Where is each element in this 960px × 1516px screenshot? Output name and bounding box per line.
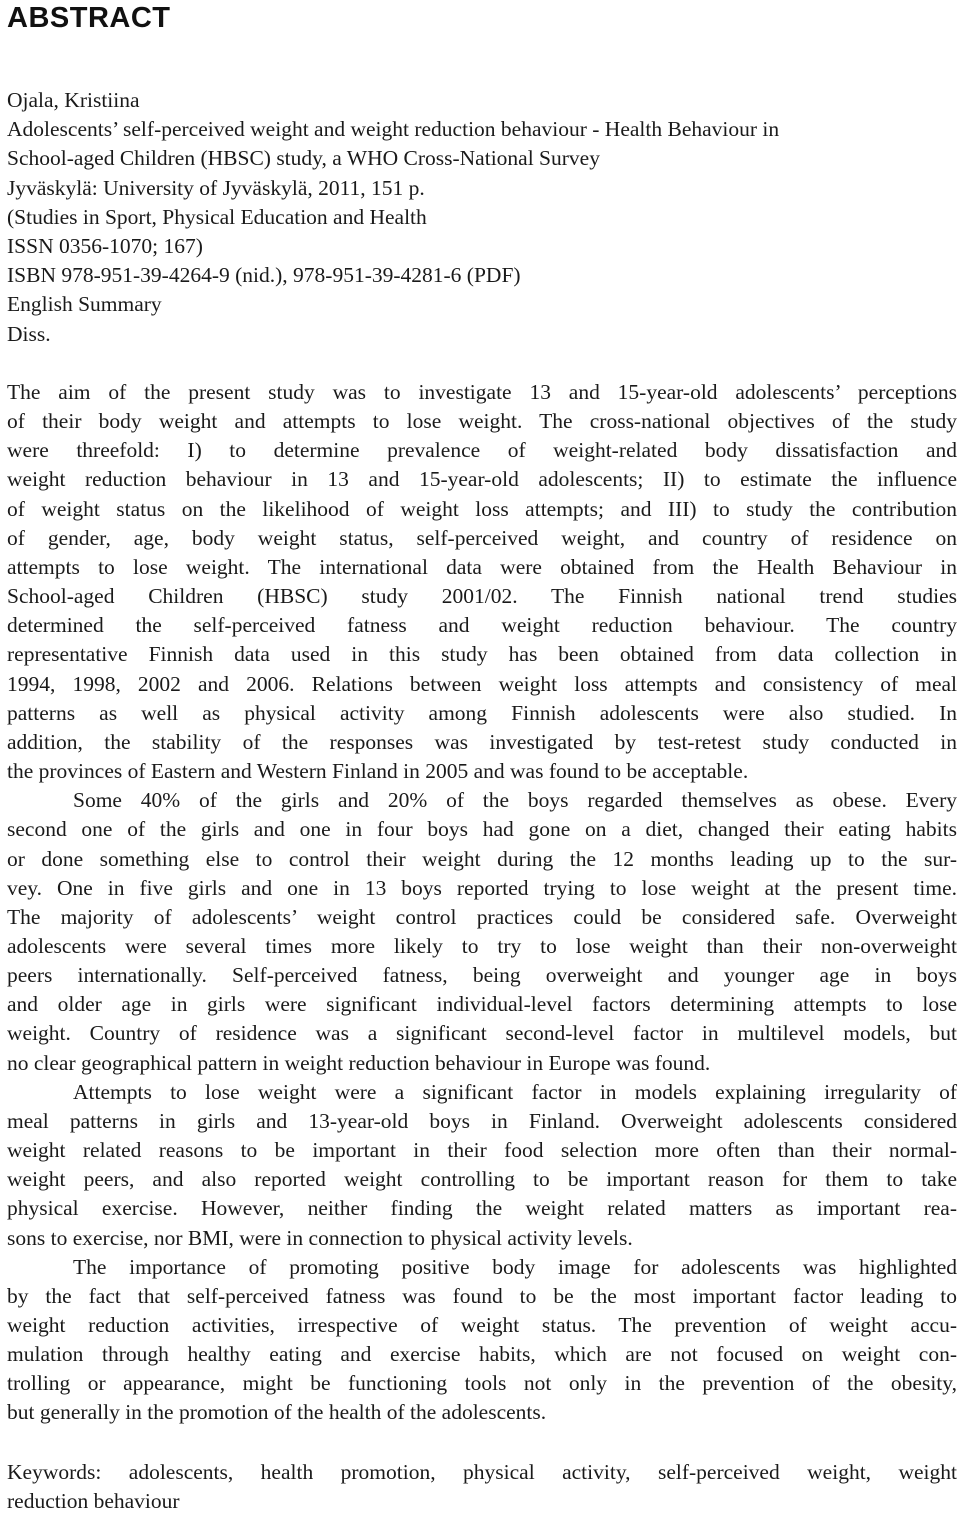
abstract-line: and older age in girls were significant individual-level factors determining attempts to lose <box>7 992 957 1017</box>
abstract-line: of weight status on the likelihood of weight loss attempts; and III) to study the contribution <box>7 496 957 521</box>
abstract-line: by the fact that self-perceived fatness was found to be the most important factor leading to <box>7 1283 957 1308</box>
abstract-line: vey. One in five girls and one in 13 boys reported trying to lose weight at the present time. <box>7 875 957 900</box>
abstract-line: 1994, 1998, 2002 and 2006. Relations between weight loss attempts and consistency of meal <box>7 671 957 696</box>
abstract-line: The aim of the present study was to investigate 13 and 15-year-old adolescents’ perceptions <box>7 380 957 404</box>
abstract-line: addition, the stability of the responses was investigated by test-retest study conducted in <box>7 729 957 754</box>
abstract-line: meal patterns in girls and 13-year-old boys in Finland. Overweight adolescents considered <box>7 1108 957 1133</box>
abstract-line: of their body weight and attempts to lose weight. The cross-national objectives of the study <box>7 409 957 434</box>
abstract-line: Attempts to lose weight were a significant factor in models explaining irregularity of <box>73 1079 957 1104</box>
bibliographic-info <box>7 86 779 349</box>
thesis-title-line: Adolescents’ self-perceived weight and weight reduction behaviour - Health Behaviour in <box>7 117 780 142</box>
keywords <box>7 1458 957 1516</box>
keywords-line: Keywords: adolescents, health promotion, physical activity, self-perceived weight, weight <box>7 1460 957 1484</box>
abstract-line: weight peers, and also reported weight controlling to be important reason for them to take <box>7 1167 957 1192</box>
abstract-line: weight. Country of residence was a significant second-level factor in multilevel models, but <box>7 1021 957 1046</box>
abstract-line: weight reduction activities, irrespective of weight status. The prevention of weight accu- <box>7 1313 957 1337</box>
abstract-line: weight reduction behaviour in 13 and 15-year-old adolescents; II) to estimate the influence <box>7 467 957 492</box>
abstract-line: determined the self-perceived fatness and weight reduction behaviour. The country <box>7 613 957 638</box>
abstract-line: sons to exercise, nor BMI, were in connection to physical activity levels. <box>7 1225 633 1250</box>
issn-line: ISSN 0356-1070; 167) <box>7 234 203 259</box>
abstract-body <box>7 378 957 1428</box>
abstract-line: mulation through healthy eating and exercise habits, which are not focused on weight con- <box>7 1342 957 1367</box>
abstract-line: but generally in the promotion of the health of the adolescents. <box>7 1400 547 1425</box>
thesis-title-line: School-aged Children (HBSC) study, a WHO Cross-National Survey <box>7 146 600 171</box>
abstract-line: second one of the girls and one in four boys had gone on a diet, changed their eating habits <box>7 817 957 842</box>
abstract-line: were threefold: I) to determine prevalence of weight-related body dissatisfaction and <box>7 438 957 463</box>
abstract-line: patterns as well as physical activity among Finnish adolescents were also studied. In <box>7 700 957 725</box>
page-title: ABSTRACT <box>7 2 171 34</box>
series-line: (Studies in Sport, Physical Education and Health <box>7 204 427 229</box>
abstract-line: Some 40% of the girls and 20% of the boys regarded themselves as obese. Every <box>73 788 957 813</box>
abstract-line: the provinces of Eastern and Western Finland in 2005 and was found to be acceptable. <box>7 759 749 784</box>
abstract-line: peers internationally. Self-perceived fatness, being overweight and younger age in boys <box>7 963 957 988</box>
abstract-line: The importance of promoting positive body image for adolescents was highlighted <box>73 1254 957 1279</box>
diss-line: Diss. <box>7 321 51 346</box>
isbn-line: ISBN 978-951-39-4264-9 (nid.), 978-951-39-4281-6 (PDF) <box>7 263 521 288</box>
abstract-line: representative Finnish data used in this study has been obtained from data collection in <box>7 642 957 667</box>
abstract-line: The majority of adolescents’ weight control practices could be considered safe. Overweight <box>7 904 957 929</box>
abstract-line: weight related reasons to be important in their food selection more often than their normal- <box>7 1138 957 1163</box>
keywords-line: reduction behaviour <box>7 1489 180 1514</box>
abstract-line: trolling or appearance, might be functioning tools not only in the prevention of the obesity, <box>7 1371 957 1396</box>
abstract-line: of gender, age, body weight status, self-perceived weight, and country of residence on <box>7 525 957 550</box>
abstract-line: no clear geographical pattern in weight reduction behaviour in Europe was found. <box>7 1050 711 1075</box>
author-line: Ojala, Kristiina <box>7 88 140 112</box>
abstract-line: or done something else to control their weight during the 12 months leading up to the sur- <box>7 846 957 871</box>
language-line: English Summary <box>7 292 162 317</box>
publisher-line: Jyväskylä: University of Jyväskylä, 2011, 151 p. <box>7 175 425 200</box>
abstract-line: adolescents were several times more likely to try to lose weight than their non-overweight <box>7 933 957 958</box>
abstract-line: School-aged Children (HBSC) study 2001/02. The Finnish national trend studies <box>7 584 957 609</box>
abstract-line: attempts to lose weight. The international data were obtained from the Health Behaviour in <box>7 554 957 579</box>
abstract-line: physical exercise. However, neither finding the weight related matters as important rea- <box>7 1196 957 1221</box>
